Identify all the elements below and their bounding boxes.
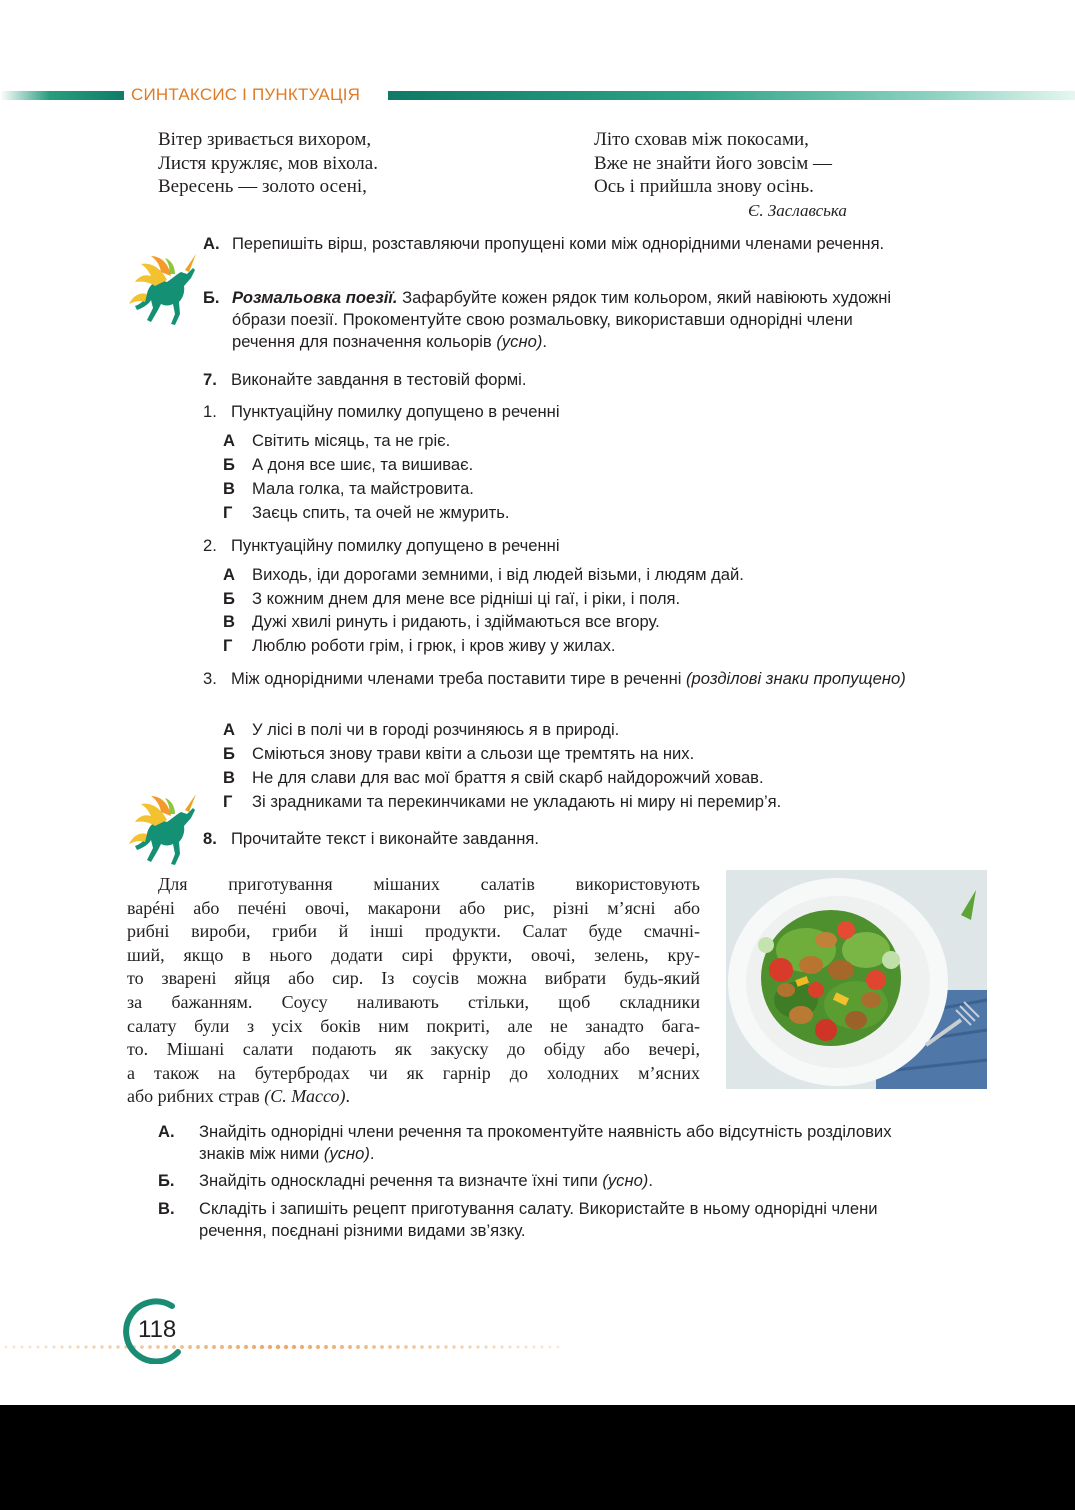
option-letter: А xyxy=(223,720,235,739)
option-letter: Г xyxy=(223,503,233,522)
footer-dot xyxy=(36,1345,39,1348)
task-text xyxy=(203,287,918,353)
question-text: Пунктуаційну помилку допущено в реченні xyxy=(231,402,560,421)
task-6b xyxy=(203,287,918,353)
footer-dot xyxy=(268,1345,272,1349)
option-text: Не для слави для вас мої браття я свій скарб найдорожчий ховав. xyxy=(252,768,764,787)
poem-left-column xyxy=(158,128,378,199)
footer-dot xyxy=(284,1345,288,1349)
poem-line: Літо сховав між покосами, xyxy=(594,129,809,150)
question-number: 1. xyxy=(203,402,217,421)
option-text: А доня все шиє, та вишиває. xyxy=(252,455,474,474)
task-text: Прочитайте текст і виконайте завдання. xyxy=(231,829,539,848)
option xyxy=(223,478,474,500)
option xyxy=(223,502,510,524)
footer-dot xyxy=(476,1345,479,1348)
footer-dot xyxy=(484,1345,487,1348)
footer-dot xyxy=(452,1345,455,1348)
option-letter: Б xyxy=(223,744,235,763)
option xyxy=(223,564,744,586)
footer-dot xyxy=(460,1345,463,1348)
unicorn-icon xyxy=(127,788,197,868)
footer-dot xyxy=(380,1345,384,1349)
text-line: за бажанням. Соусу наливають стільки, щоб складники xyxy=(127,991,700,1012)
footer-dot xyxy=(364,1345,368,1349)
task-6a xyxy=(203,233,918,255)
footer-dot xyxy=(108,1345,111,1348)
footer-dot xyxy=(428,1345,432,1349)
option xyxy=(223,454,473,476)
subtask-body: Знайдіть однорідні члени речення та прокоментуйте наявність або відсутність розділових знаків між ними xyxy=(199,1122,892,1163)
option-text: Сміються знову трави квіти а сльози ще тремтять на них. xyxy=(252,744,695,763)
question-note: (розділові знаки пропущено) xyxy=(681,669,906,688)
task-number: 8. xyxy=(203,829,217,848)
option-text: Виходь, іди дорогами земними, і від людей візьми, і людям дай. xyxy=(252,565,744,584)
footer-dot xyxy=(372,1345,376,1349)
footer-dot xyxy=(396,1345,400,1349)
option xyxy=(223,430,450,452)
footer-dot xyxy=(508,1345,511,1348)
reading-text xyxy=(127,873,700,1109)
question-3 xyxy=(203,668,921,690)
text-end: . xyxy=(345,1086,351,1107)
footer-dot xyxy=(260,1345,264,1349)
option-letter: А xyxy=(223,431,235,450)
task-8 xyxy=(203,828,918,850)
footer-dot xyxy=(308,1345,312,1349)
option xyxy=(223,611,660,633)
footer-dot xyxy=(525,1346,528,1349)
unicorn-icon xyxy=(127,248,197,328)
footer-dot xyxy=(549,1346,552,1349)
footer-dot xyxy=(68,1345,71,1348)
header-rule-left xyxy=(0,91,124,100)
page-number: 118 xyxy=(138,1316,177,1343)
text-line-body: або рибних страв xyxy=(127,1086,265,1107)
option-letter: В xyxy=(223,479,235,498)
salad-photo xyxy=(726,870,987,1089)
option xyxy=(223,588,680,610)
footer-dot xyxy=(92,1345,95,1348)
footer-dot xyxy=(84,1345,87,1348)
text-source: (С. Массо) xyxy=(264,1086,346,1107)
question-text xyxy=(203,668,921,690)
subtask-label: В. xyxy=(158,1199,175,1218)
task-body: Зафарбуйте кожен рядок тим кольором, який навіюють художні óбрази поезії. Прокоментуйте свою розмальовку, використавши однорідні члени речення для позначення кольорів xyxy=(232,288,892,351)
screen-bottom-bar xyxy=(0,1405,1075,1510)
question-number: 2. xyxy=(203,536,217,555)
text-line: салату були з усіх боків ним покриті, але не занадто бага- xyxy=(127,1015,700,1036)
text-line: рибні вироби, гриби й інші продукти. Салат буде смачні- xyxy=(127,921,700,942)
option-letter: Б xyxy=(223,589,235,608)
question-number: 3. xyxy=(203,669,217,688)
footer-dot xyxy=(252,1345,256,1349)
subtask-body: Складіть і запишіть рецепт приготування салату. Використайте в ньому однорідні члени речення, поєднані різними видами зв’язку. xyxy=(199,1199,878,1240)
footer-dot xyxy=(204,1345,208,1349)
footer-dot xyxy=(292,1345,296,1349)
text-line: Для приготування мішаних салатів використовують xyxy=(158,874,700,894)
footer-dot xyxy=(300,1345,304,1349)
option-letter: Г xyxy=(223,636,233,655)
footer-dot xyxy=(557,1346,560,1349)
subtask-text xyxy=(158,1121,909,1165)
poem-line: Вже не знайти його зовсім — xyxy=(594,152,833,174)
footer-dot xyxy=(420,1345,424,1349)
poem-line: Ось і прийшла знову осінь. xyxy=(594,176,814,197)
footer-dot xyxy=(436,1345,439,1348)
option xyxy=(223,719,619,741)
footer-dot xyxy=(444,1345,447,1348)
question-1 xyxy=(203,401,921,423)
footer-dot xyxy=(236,1345,240,1349)
subtask-a xyxy=(158,1121,909,1165)
footer-dot xyxy=(220,1345,224,1349)
text-line: то зварені яйця або сир. Із соусів можна вибрати будь-який xyxy=(127,968,700,989)
poem-author: Є. Заславська xyxy=(748,201,847,220)
poem-line: Вітер зривається вихором, xyxy=(158,129,372,150)
poem-right-column xyxy=(594,128,832,199)
task-label: Б. xyxy=(203,288,220,307)
poem-line: Листя кружляє, мов віхола. xyxy=(158,152,378,174)
option-text: Світить місяць, та не гріє. xyxy=(252,431,451,450)
footer-dot xyxy=(348,1345,352,1349)
task-label: А. xyxy=(203,234,220,253)
option-text: Люблю роботи грім, і грюк, і кров живу у жилах. xyxy=(252,636,616,655)
option-letter: Г xyxy=(223,792,233,811)
footer-dot xyxy=(52,1345,55,1348)
footer-dot xyxy=(212,1345,216,1349)
subtask-end: . xyxy=(369,1144,375,1163)
option xyxy=(223,635,616,657)
text-line: то. Мішані салати подають як закуску до обіду або вечері, xyxy=(127,1039,700,1060)
footer-dot xyxy=(356,1345,360,1349)
footer-dotted-rule xyxy=(0,1344,560,1350)
footer-dot xyxy=(324,1345,328,1349)
footer-dot xyxy=(340,1345,344,1349)
task-text: Перепишіть вірш, розставляючи пропущені коми між однорідними членами речення. xyxy=(232,234,885,253)
task-bold-title: Розмальовка поезії. xyxy=(232,288,398,307)
footer-dot xyxy=(276,1345,280,1349)
footer-dot xyxy=(388,1345,392,1349)
footer-dot xyxy=(21,1346,24,1349)
option-text: Зі зрадниками та перекинчиками не укладають ні миру ні перемир’я. xyxy=(252,792,782,811)
text-line: ший, якщо в нього додати сирі фрукти, овочі, зелень, кру- xyxy=(127,944,700,965)
subtask-note: (усно) xyxy=(319,1144,370,1163)
footer-dot xyxy=(533,1346,536,1349)
footer-dot xyxy=(541,1346,544,1349)
option-letter: В xyxy=(223,612,235,631)
option xyxy=(223,767,764,789)
question-text: Пунктуаційну помилку допущено в реченні xyxy=(231,536,560,555)
option-text: Дужі хвилі ринуть і ридають, і здіймаються все вгору. xyxy=(252,612,660,631)
option-letter: Б xyxy=(223,455,235,474)
footer-dot xyxy=(76,1345,79,1348)
text-line: варéні або печéні овочі, макарони або рис, різні м’ясні або xyxy=(127,897,700,918)
subtask-c xyxy=(158,1198,909,1242)
option-letter: В xyxy=(223,768,235,787)
footer-dot xyxy=(228,1345,232,1349)
option-text: З кожним днем для мене все рідніші ці гаї, і ріки, і поля. xyxy=(252,589,681,608)
task-note: (усно) xyxy=(491,332,543,351)
option-text: Мала голка, та майстровита. xyxy=(252,479,474,498)
subtask-text xyxy=(158,1198,909,1242)
option xyxy=(223,743,694,765)
footer-dot xyxy=(516,1345,519,1348)
subtask-end: . xyxy=(648,1171,653,1190)
text-line: а також на бутербродах чи як гарнір до холодних м’ясних xyxy=(127,1062,700,1083)
subtask-body: Знайдіть односкладні речення та визначте їхні типи xyxy=(199,1171,598,1190)
poem-line: Вересень — золото осені, xyxy=(158,176,367,197)
footer-dot xyxy=(332,1345,336,1349)
footer-dot xyxy=(244,1345,248,1349)
footer-dot xyxy=(316,1345,320,1349)
footer-dot xyxy=(60,1345,63,1348)
footer-dot xyxy=(44,1345,47,1348)
footer-dot xyxy=(468,1345,471,1348)
text-line xyxy=(127,1085,700,1109)
footer-dot xyxy=(412,1345,416,1349)
footer-dot xyxy=(5,1346,8,1349)
footer-dot xyxy=(196,1345,200,1349)
subtask-text xyxy=(158,1170,909,1192)
footer-dot xyxy=(13,1346,16,1349)
option-text: У лісі в полі чи в городі розчиняюсь я в природі. xyxy=(252,720,620,739)
footer-dot xyxy=(404,1345,408,1349)
task-7 xyxy=(203,369,918,391)
section-title: СИНТАКСИС І ПУНКТУАЦІЯ xyxy=(131,85,361,104)
subtask-note: (усно) xyxy=(597,1171,649,1190)
option-letter: А xyxy=(223,565,235,584)
footer-dot xyxy=(492,1345,495,1348)
header-rule-right xyxy=(388,91,1075,100)
footer-dot xyxy=(500,1345,503,1348)
option-text: Заєць спить, та очей не жмурить. xyxy=(252,503,510,522)
option xyxy=(223,791,781,813)
subtask-label: Б. xyxy=(158,1171,175,1190)
footer-dot xyxy=(29,1346,32,1349)
subtask-b xyxy=(158,1170,909,1192)
task-end: . xyxy=(542,332,547,351)
question-2 xyxy=(203,535,921,557)
footer-dot xyxy=(100,1345,103,1348)
subtask-label: А. xyxy=(158,1122,175,1141)
question-body: Між однорідними членами треба поставити тире в реченні xyxy=(231,669,682,688)
task-text: Виконайте завдання в тестовій формі. xyxy=(231,370,527,389)
task-number: 7. xyxy=(203,370,217,389)
